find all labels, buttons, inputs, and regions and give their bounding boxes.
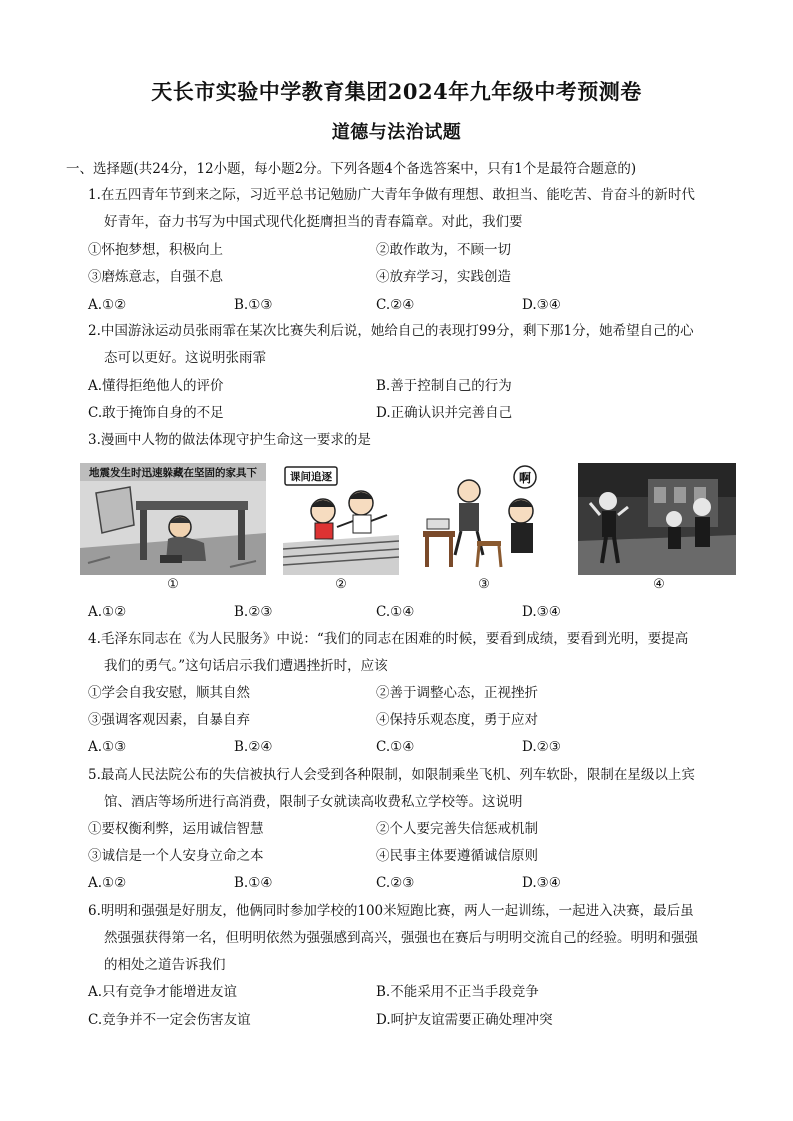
q6-option-c: C.竞争并不一定会伤害友谊: [88, 1012, 251, 1028]
q1-stem-line-1: 1.在五四青年节到来之际，习近平总书记勉励广大青年争做有理想、敢担当、能吃苦、肯奋斗的新时代: [88, 187, 695, 203]
q4-option-a: A.①③: [88, 739, 127, 755]
exam-title: 天长市实验中学教育集团2024年九年级中考预测卷: [151, 79, 642, 104]
q6-stem-line-3: 的相处之道告诉我们: [104, 957, 226, 973]
q1-option-b: B.①③: [234, 297, 273, 313]
q6-stem-line-2: 然强强获得第一名，但明明依然为强强感到高兴，强强也在赛后与明明交流自己的经验。明明和强强: [104, 930, 698, 946]
section-heading: 一、选择题(共24分，12小题，每小题2分。下列各题4个备选答案中，只有1个是最符合题意的): [66, 161, 637, 177]
q1-option-a: A.①②: [88, 297, 127, 313]
comic-3-chair: [417, 463, 551, 592]
q5-item-1: ①要权衡利弊，运用诚信智慧: [88, 821, 264, 837]
q5-option-d: D.③④: [522, 875, 561, 891]
comic-2-label: ②: [335, 577, 347, 592]
q4-option-d: D.②③: [522, 739, 561, 755]
comic-2-chasing: [283, 463, 399, 592]
q2-option-a: A.懂得拒绝他人的评价: [88, 378, 224, 394]
q6-option-a: A.只有竞争才能增进友谊: [88, 984, 238, 1000]
q6-stem-line-1: 6.明明和强强是好朋友，他俩同时参加学校的100米短跑比赛，两人一起训练，一起进入决赛，最后虽: [88, 903, 694, 919]
q4-item-4: ④保持乐观态度，勇于应对: [376, 712, 538, 728]
q2-stem-line-2: 态可以更好。这说明张雨霏: [104, 350, 266, 366]
comic-1-earthquake: [80, 463, 266, 592]
q5-item-2: ②个人要完善失信惩戒机制: [376, 821, 538, 837]
q4-stem-line-2: 我们的勇气。”这句话启示我们遭遇挫折时，应该: [104, 658, 388, 674]
q2-option-b: B.善于控制自己的行为: [376, 378, 512, 394]
comic-1-label: ①: [167, 577, 179, 592]
q3-option-c: C.①④: [376, 604, 415, 620]
q2-option-c: C.敢于掩饰自身的不足: [88, 405, 224, 421]
comic-1-caption: 地震发生时迅速躲藏在坚固的家具下: [89, 467, 257, 479]
comic-4-label: ④: [653, 577, 665, 592]
q4-item-3: ③强调客观因素，自暴自弃: [88, 712, 250, 728]
q2-option-d: D.正确认识并完善自己: [376, 405, 513, 421]
q5-stem-line-2: 馆、酒店等场所进行高消费，限制子女就读高收费私立学校等。这说明: [104, 794, 523, 810]
q3-option-b: B.②③: [234, 604, 273, 620]
q4-item-1: ①学会自我安慰，顺其自然: [88, 685, 250, 701]
q5-item-4: ④民事主体要遵循诚信原则: [376, 848, 538, 864]
q5-option-a: A.①②: [88, 875, 127, 891]
q4-option-b: B.②④: [234, 739, 273, 755]
q3-stem: 3.漫画中人物的做法体现守护生命这一要求的是: [88, 432, 371, 448]
q1-item-3: ③磨炼意志，自强不息: [88, 269, 223, 285]
q4-option-c: C.①④: [376, 739, 415, 755]
q1-option-c: C.②④: [376, 297, 415, 313]
q4-stem-line-1: 4.毛泽东同志在《为人民服务》中说：“我们的同志在困难的时候，要看到成绩，要看到光明，要提高: [88, 631, 689, 647]
comic-3-label: ③: [478, 577, 490, 592]
comic-2-caption: 课间追逐: [290, 471, 332, 483]
q4-item-2: ②善于调整心态，正视挫折: [376, 685, 538, 701]
comic-3-caption: 啊: [518, 471, 532, 485]
q3-comic-strip: [80, 463, 736, 593]
q5-stem-line-1: 5.最高人民法院公布的失信被执行人会受到各种限制，如限制乘坐飞机、列车软卧，限制在星级以上宾: [88, 767, 695, 783]
q1-option-d: D.③④: [522, 297, 561, 313]
q5-item-3: ③诚信是一个人安身立命之本: [88, 848, 264, 864]
q6-option-d: D.呵护友谊需要正确处理冲突: [376, 1012, 553, 1028]
q1-item-1: ①怀抱梦想，积极向上: [88, 242, 223, 258]
q5-option-b: B.①④: [234, 875, 273, 891]
comic-4-night-street: [578, 463, 736, 592]
q3-option-a: A.①②: [88, 604, 127, 620]
q1-item-4: ④放弃学习，实践创造: [376, 269, 511, 285]
q1-stem-line-2: 好青年，奋力书写为中国式现代化挺膺担当的青春篇章。对此，我们要: [104, 214, 523, 230]
q3-option-d: D.③④: [522, 604, 561, 620]
q5-option-c: C.②③: [376, 875, 415, 891]
q1-item-2: ②敢作敢为，不顾一切: [376, 242, 511, 258]
q2-stem-line-1: 2.中国游泳运动员张雨霏在某次比赛失利后说，她给自己的表现打99分，剩下那1分，她希望自己的心: [88, 323, 694, 339]
exam-subtitle: 道德与法治试题: [331, 122, 462, 143]
q6-option-b: B.不能采用不正当手段竞争: [376, 984, 539, 1000]
